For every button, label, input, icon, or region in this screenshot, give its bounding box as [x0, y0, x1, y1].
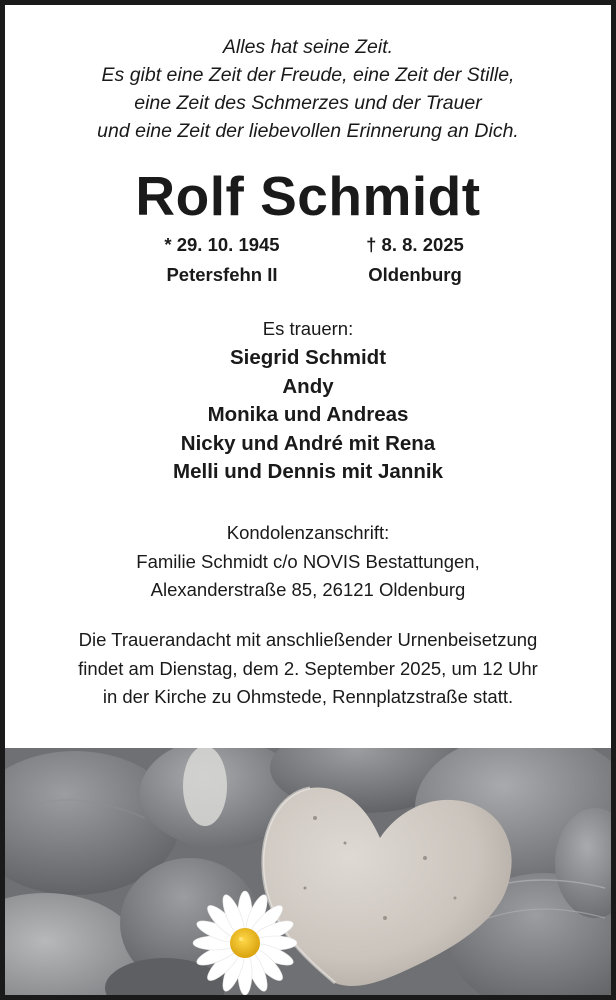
- mourner-name: Monika und Andreas: [207, 403, 409, 426]
- condolence-line: Familie Schmidt c/o NOVIS Bestattungen,: [136, 550, 480, 572]
- poem-line: eine Zeit des Schmerzes und der Trauer: [134, 92, 482, 114]
- stone-heart-with-daisy-image: [5, 748, 611, 995]
- daisy-flower: [193, 891, 297, 995]
- obituary-notice: [5, 5, 611, 995]
- poem-line: Es gibt eine Zeit der Freude, eine Zeit der Stille,: [101, 64, 515, 86]
- deceased-name: Rolf Schmidt: [135, 165, 481, 227]
- birth-place: Petersfehn II: [166, 264, 278, 285]
- death-info: [315, 230, 515, 290]
- birth-info: [122, 230, 322, 290]
- mourner-name: Melli und Dennis mit Jannik: [173, 460, 443, 483]
- death-date: † 8. 8. 2025: [366, 234, 464, 255]
- poem: [5, 33, 611, 145]
- mourners-list: [5, 344, 611, 487]
- mourner-name: Nicky und André mit Rena: [180, 431, 436, 455]
- birth-date: * 29. 10. 1945: [164, 234, 280, 255]
- poem-line: und eine Zeit der liebevollen Erinnerung an Dich.: [97, 120, 519, 142]
- death-place: Oldenburg: [368, 264, 462, 285]
- condolence-line: Alexanderstraße 85, 26121 Oldenburg: [150, 579, 466, 600]
- service-line: findet am Dienstag, dem 2. September 2025, um 12 Uhr: [78, 657, 538, 679]
- service-line: Die Trauerandacht mit anschließender Urnenbeisetzung: [78, 629, 538, 650]
- condolence-address: [5, 519, 611, 605]
- poem-line: Alles hat seine Zeit.: [222, 36, 394, 58]
- service-info: [5, 626, 611, 712]
- mourner-name: Siegrid Schmidt: [229, 346, 387, 369]
- condolence-label: Kondolenzanschrift:: [226, 522, 390, 543]
- mourner-name: Andy: [282, 374, 334, 398]
- mourners-label: Es trauern:: [262, 318, 354, 339]
- service-line: in der Kirche zu Ohmstede, Rennplatzstraße statt.: [102, 686, 514, 707]
